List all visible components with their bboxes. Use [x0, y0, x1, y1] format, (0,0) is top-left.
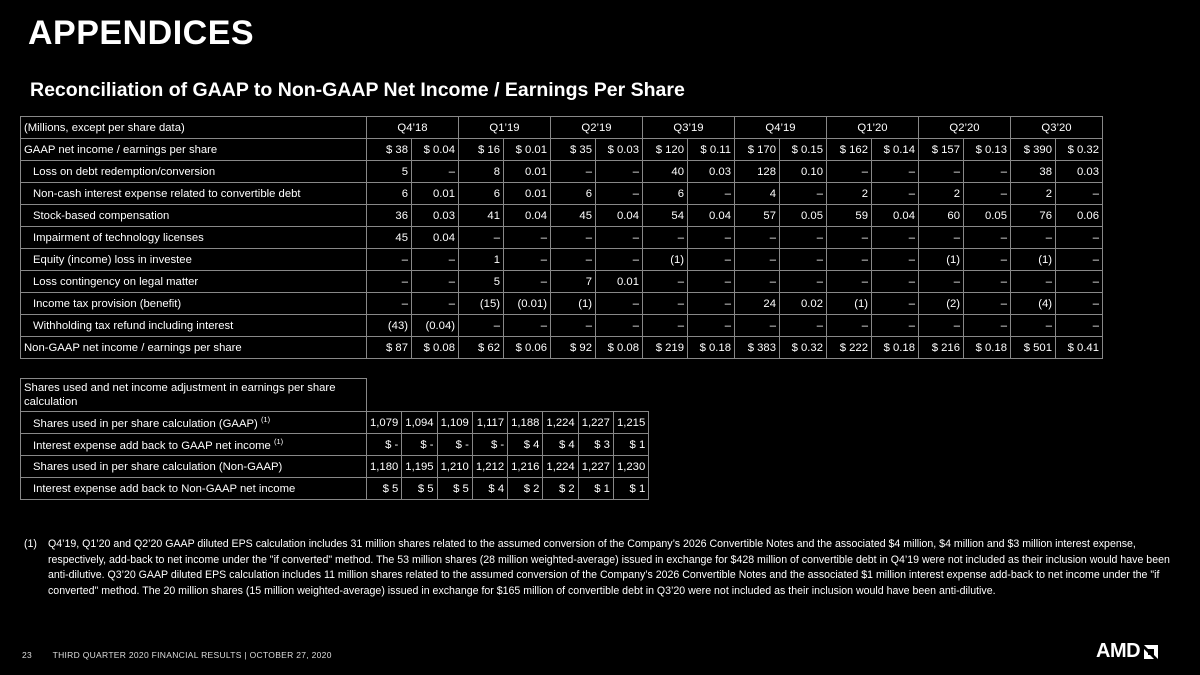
table-cell: – [504, 315, 551, 337]
table-cell: (0.04) [412, 315, 459, 337]
table-cell: – [688, 249, 735, 271]
table-cell: (4) [1011, 293, 1056, 315]
row-label-text: Shares used in per share calculation (Non-GAAP) [33, 460, 283, 473]
table-cell: – [596, 161, 643, 183]
table-cell: 0.02 [780, 293, 827, 315]
table-row [21, 412, 649, 434]
table-cell: $ 162 [827, 139, 872, 161]
table-cell: 0.03 [412, 205, 459, 227]
table-cell: – [1056, 271, 1103, 293]
table-cell: 1,180 [367, 456, 402, 478]
table-cell: (1) [827, 293, 872, 315]
table-cell: $ 157 [919, 139, 964, 161]
table-row [21, 434, 649, 456]
period-header: Q4’19 [735, 117, 827, 139]
table-cell: $ 0.13 [964, 139, 1011, 161]
table-cell: – [964, 315, 1011, 337]
table-cell: 1,079 [367, 412, 402, 434]
table-cell: 1,195 [402, 456, 437, 478]
table-cell: – [964, 183, 1011, 205]
table-cell: $ 92 [551, 337, 596, 359]
period-header: Q3’19 [643, 117, 735, 139]
table-cell: 1,117 [472, 412, 507, 434]
table-cell: – [964, 227, 1011, 249]
table-cell: 5 [367, 161, 412, 183]
table-cell: 0.04 [504, 205, 551, 227]
table-cell: – [1011, 271, 1056, 293]
table-cell: – [551, 161, 596, 183]
table-cell: – [596, 249, 643, 271]
table-cell: $ 0.06 [504, 337, 551, 359]
row-label: Withholding tax refund including interest [21, 315, 367, 337]
table-cell: $ 501 [1011, 337, 1056, 359]
empty-cell [437, 379, 472, 412]
table-cell: – [1056, 293, 1103, 315]
row-label: Impairment of technology licenses [21, 227, 367, 249]
table-row [21, 205, 1103, 227]
table-cell: $ 0.08 [412, 337, 459, 359]
table-cell: – [780, 183, 827, 205]
period-header: Q2’19 [551, 117, 643, 139]
table-cell: – [643, 293, 688, 315]
table-cell: – [872, 249, 919, 271]
table-cell: $ 383 [735, 337, 780, 359]
table-cell: 1,224 [543, 456, 578, 478]
empty-cell [578, 379, 613, 412]
period-header: Q1’19 [459, 117, 551, 139]
table-cell: $ 2 [508, 478, 543, 500]
table-cell: – [964, 161, 1011, 183]
table-cell: 0.06 [1056, 205, 1103, 227]
table-cell: 2 [827, 183, 872, 205]
table-cell: $ 1 [613, 478, 648, 500]
row-label: Loss contingency on legal matter [21, 271, 367, 293]
table-cell: $ 216 [919, 337, 964, 359]
table-cell: (43) [367, 315, 412, 337]
table-cell: – [872, 315, 919, 337]
table-cell: – [688, 183, 735, 205]
empty-cell [402, 379, 437, 412]
table-cell: – [551, 249, 596, 271]
table-row [21, 161, 1103, 183]
reconciliation-table [20, 116, 1103, 359]
table-cell: $ 170 [735, 139, 780, 161]
table-cell: 1,210 [437, 456, 472, 478]
row-label-text: Shares used in per share calculation (GAAP) [33, 417, 258, 430]
table-cell: – [964, 293, 1011, 315]
table-cell: – [780, 315, 827, 337]
table-cell: 40 [643, 161, 688, 183]
table-cell: 0.03 [688, 161, 735, 183]
table-cell: – [643, 271, 688, 293]
table-cell: 1,109 [437, 412, 472, 434]
table-cell: $ 3 [578, 434, 613, 456]
table-cell: – [643, 227, 688, 249]
period-header: Q1’20 [827, 117, 919, 139]
table-cell: $ 4 [543, 434, 578, 456]
table-cell: – [964, 249, 1011, 271]
table-cell: – [735, 227, 780, 249]
table-cell: 45 [367, 227, 412, 249]
table-row [21, 315, 1103, 337]
table-cell: – [551, 315, 596, 337]
table-cell: – [596, 293, 643, 315]
table-cell: – [964, 271, 1011, 293]
table-cell: $ 5 [367, 478, 402, 500]
table-cell: 5 [459, 271, 504, 293]
row-label: Non-cash interest expense related to convertible debt [21, 183, 367, 205]
table-cell: – [551, 227, 596, 249]
table-cell: – [735, 315, 780, 337]
table-cell: – [412, 161, 459, 183]
table-cell: – [827, 249, 872, 271]
table-cell: $ 1 [578, 478, 613, 500]
table-cell: 54 [643, 205, 688, 227]
table-cell: $ - [437, 434, 472, 456]
table-cell: – [1056, 315, 1103, 337]
table-cell: 41 [459, 205, 504, 227]
table-cell: – [872, 227, 919, 249]
footnote [24, 537, 1184, 599]
table-cell: 1,215 [613, 412, 648, 434]
table-cell: $ 0.41 [1056, 337, 1103, 359]
table-cell: – [367, 249, 412, 271]
table-cell: $ 0.18 [688, 337, 735, 359]
table-cell: 24 [735, 293, 780, 315]
page-number: 23 [22, 650, 33, 660]
amd-logo [1096, 640, 1160, 663]
empty-cell [613, 379, 648, 412]
table-row [21, 293, 1103, 315]
table-cell: – [1011, 315, 1056, 337]
table-cell: 57 [735, 205, 780, 227]
table-cell: 1,188 [508, 412, 543, 434]
table-cell: $ 0.03 [596, 139, 643, 161]
table-cell: – [596, 227, 643, 249]
table-cell: $ 390 [1011, 139, 1056, 161]
table-cell: $ 87 [367, 337, 412, 359]
table-cell: – [780, 227, 827, 249]
table-cell: 7 [551, 271, 596, 293]
row-label [21, 456, 367, 478]
table-cell: 0.01 [504, 183, 551, 205]
footer [22, 650, 332, 660]
table-cell: $ 16 [459, 139, 504, 161]
table-cell: 59 [827, 205, 872, 227]
table-cell: – [919, 315, 964, 337]
header-label: (Millions, except per share data) [21, 117, 367, 139]
footnote-ref: (1) [273, 437, 284, 447]
footer-text: THIRD QUARTER 2020 FINANCIAL RESULTS | OCTOBER 27, 2020 [52, 650, 332, 660]
table-cell: – [827, 315, 872, 337]
table-cell: 45 [551, 205, 596, 227]
table-cell: 0.04 [412, 227, 459, 249]
table-cell: $ 120 [643, 139, 688, 161]
table-cell: $ - [472, 434, 507, 456]
row-label-text: Interest expense add back to Non-GAAP net income [33, 482, 296, 495]
amd-arrow-icon [1142, 643, 1160, 661]
table-cell: – [735, 271, 780, 293]
table-cell: $ 219 [643, 337, 688, 359]
table-cell: (1) [643, 249, 688, 271]
table-cell: (15) [459, 293, 504, 315]
group-header-row [21, 379, 649, 412]
table-cell: – [735, 249, 780, 271]
table-cell: – [872, 183, 919, 205]
table-cell: – [367, 293, 412, 315]
table-cell: $ 1 [613, 434, 648, 456]
table-cell: – [596, 183, 643, 205]
table-cell: – [872, 161, 919, 183]
table-cell: – [367, 271, 412, 293]
table-cell: – [919, 161, 964, 183]
table-cell: $ - [402, 434, 437, 456]
period-header: Q4’18 [367, 117, 459, 139]
empty-cell [472, 379, 507, 412]
table-cell: $ 0.18 [872, 337, 919, 359]
table-cell: 1,212 [472, 456, 507, 478]
table-cell: – [504, 227, 551, 249]
table-cell: 128 [735, 161, 780, 183]
table-cell: – [688, 293, 735, 315]
table-cell: – [919, 271, 964, 293]
table-row [21, 227, 1103, 249]
table-cell: 1,224 [543, 412, 578, 434]
table-cell: $ 4 [472, 478, 507, 500]
period-header: Q2’20 [919, 117, 1011, 139]
logo-text: AMD [1096, 640, 1141, 662]
table-cell: $ 0.11 [688, 139, 735, 161]
table-cell: 0.05 [780, 205, 827, 227]
table-cell: – [643, 315, 688, 337]
table-cell: – [688, 271, 735, 293]
table-cell: $ 0.32 [780, 337, 827, 359]
table-row [21, 249, 1103, 271]
table-cell: – [459, 315, 504, 337]
table-cell: $ 0.32 [1056, 139, 1103, 161]
table-cell: $ 0.15 [780, 139, 827, 161]
table-cell: 2 [1011, 183, 1056, 205]
table-cell: $ 38 [367, 139, 412, 161]
table-cell: – [872, 293, 919, 315]
table-cell: 0.10 [780, 161, 827, 183]
table-cell: 0.04 [688, 205, 735, 227]
table-cell: 0.01 [596, 271, 643, 293]
table-cell: 0.03 [1056, 161, 1103, 183]
page-subtitle: Reconciliation of GAAP to Non-GAAP Net Income / Earnings Per Share [30, 79, 685, 101]
table-cell: – [1056, 183, 1103, 205]
empty-cell [367, 379, 402, 412]
table-cell: – [504, 249, 551, 271]
row-label-text: Interest expense add back to GAAP net income [33, 439, 271, 452]
table-cell: $ 5 [402, 478, 437, 500]
table-cell: 6 [643, 183, 688, 205]
table-cell: (1) [919, 249, 964, 271]
table-cell: 60 [919, 205, 964, 227]
table-cell: 1,094 [402, 412, 437, 434]
table-cell: – [596, 315, 643, 337]
table-cell: – [780, 249, 827, 271]
table-row [21, 456, 649, 478]
table-cell: $ 35 [551, 139, 596, 161]
table-cell: – [1011, 227, 1056, 249]
row-label: Non-GAAP net income / earnings per share [21, 337, 367, 359]
empty-cell [543, 379, 578, 412]
table-cell: $ 0.01 [504, 139, 551, 161]
table-row [21, 183, 1103, 205]
table-cell: 0.04 [596, 205, 643, 227]
group-label: Shares used and net income adjustment in earnings per share calculation [21, 379, 367, 412]
table-cell: (0.01) [504, 293, 551, 315]
table-cell: 8 [459, 161, 504, 183]
table-row [21, 139, 1103, 161]
table-cell: 1,230 [613, 456, 648, 478]
footnote-text: Q4’19, Q1’20 and Q2’20 GAAP diluted EPS calculation includes 31 million shares related to the assumed conversion of the Company’s 2026 Convertible Notes and the associated $4 million, $4 million and $3 million interest expense, respectively, add-back to net income under the "if converted" method. The 53 million shares (28 million weighted-average) issued in exchange for $428 million of convertible debt in Q4’19 were not included as their inclusion would have been anti-dilutive. Q3’20 GAAP diluted EPS calculation includes 11 million shares related to the assumed conversion of the Company’s 2026 Convertible Notes and the associated $1 million interest expense add-back to net income under the "if converted" method. The 20 million shares (15 million weighted-average) issued in exchange for $165 million of convertible debt in Q3’20 were not included as their inclusion would have been anti-dilutive. [48, 538, 1170, 597]
table-cell: 4 [735, 183, 780, 205]
table-cell: – [827, 271, 872, 293]
footnote-ref: (1) [260, 415, 271, 425]
row-label: GAAP net income / earnings per share [21, 139, 367, 161]
table-cell: – [780, 271, 827, 293]
table-cell: $ 0.08 [596, 337, 643, 359]
footnote-number: (1) [24, 538, 37, 550]
table-cell: – [688, 227, 735, 249]
table-row [21, 337, 1103, 359]
table-cell: – [1056, 227, 1103, 249]
table-cell: – [688, 315, 735, 337]
table-cell: – [827, 227, 872, 249]
row-label: Income tax provision (benefit) [21, 293, 367, 315]
table-cell: $ 0.14 [872, 139, 919, 161]
table-cell: 1,227 [578, 456, 613, 478]
table-cell: $ 4 [508, 434, 543, 456]
period-header: Q3’20 [1011, 117, 1103, 139]
table-cell: $ 5 [437, 478, 472, 500]
table-cell: 36 [367, 205, 412, 227]
shares-table [20, 378, 649, 500]
table-row [21, 478, 649, 500]
table-cell: $ 0.18 [964, 337, 1011, 359]
table-cell: 38 [1011, 161, 1056, 183]
table-cell: 6 [459, 183, 504, 205]
table-cell: (2) [919, 293, 964, 315]
row-label: Equity (income) loss in investee [21, 249, 367, 271]
table-cell: – [459, 227, 504, 249]
table-cell: 1,227 [578, 412, 613, 434]
table-cell: 76 [1011, 205, 1056, 227]
row-label: Loss on debt redemption/conversion [21, 161, 367, 183]
table-cell: 0.01 [504, 161, 551, 183]
table-cell: 0.04 [872, 205, 919, 227]
table-cell: $ - [367, 434, 402, 456]
table-cell: – [412, 249, 459, 271]
table-cell: 1,216 [508, 456, 543, 478]
row-label: Stock-based compensation [21, 205, 367, 227]
row-label [21, 478, 367, 500]
table-cell: 0.05 [964, 205, 1011, 227]
table-cell: – [412, 271, 459, 293]
table-cell: – [827, 161, 872, 183]
table-cell: $ 2 [543, 478, 578, 500]
page-title: APPENDICES [28, 14, 255, 52]
table-cell: (1) [551, 293, 596, 315]
table-header-row [21, 117, 1103, 139]
table-cell: 6 [367, 183, 412, 205]
table-cell: – [504, 271, 551, 293]
table-cell: $ 0.04 [412, 139, 459, 161]
table-cell: – [919, 227, 964, 249]
table-cell: 6 [551, 183, 596, 205]
table-cell: 0.01 [412, 183, 459, 205]
table-cell: 1 [459, 249, 504, 271]
table-cell: – [1056, 249, 1103, 271]
table-cell: – [872, 271, 919, 293]
table-cell: $ 62 [459, 337, 504, 359]
empty-cell [508, 379, 543, 412]
table-cell: $ 222 [827, 337, 872, 359]
table-cell: (1) [1011, 249, 1056, 271]
table-cell: 2 [919, 183, 964, 205]
table-row [21, 271, 1103, 293]
row-label [21, 412, 367, 434]
row-label [21, 434, 367, 456]
table-cell: – [412, 293, 459, 315]
